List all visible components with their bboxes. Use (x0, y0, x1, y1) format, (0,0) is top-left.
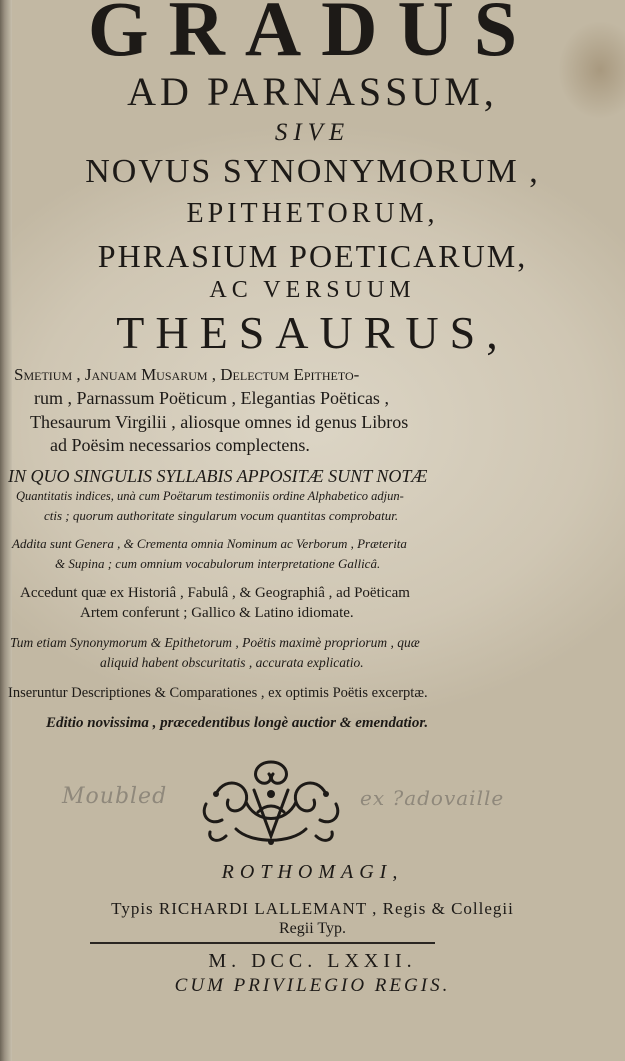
editio-line: Editio novissima , præcedentibus longè auctior & emendatior. (46, 715, 429, 731)
tum-etiam-line-2: aliquid habent obscuritatis , accurata explicatio. (100, 655, 364, 670)
printer-ornament-icon (196, 754, 346, 849)
sive-line: SIVE (274, 119, 351, 146)
description-line-2: rum , Parnassum Poëticum , Elegantias Poëticas , (34, 388, 389, 408)
imprint-rule (90, 942, 435, 944)
in-quo-line-2: Quantitatis indices, unà cum Poëtarum testimoniis ordine Alphabetico adjun- (16, 489, 404, 503)
addita-line-2: & Supina ; cum omnium vocabulorum interpretatione Gallicâ. (55, 556, 381, 571)
accedunt-line-2: Artem conferunt ; Gallico & Latino idiomate. (80, 605, 354, 621)
novus-synonymorum-line: NOVUS SYNONYMORUM , (85, 153, 540, 190)
description-line-1: Smetium , Januam Musarum , Delectum Epitheto- (14, 365, 360, 384)
privilege-line: CUM PRIVILEGIO REGIS. (174, 975, 451, 996)
printer-line-1: Typis RICHARDI LALLEMANT , Regis & Collegii (111, 899, 514, 918)
tum-etiam-line-1: Tum etiam Synonymorum & Epithetorum , Poëtis maximè propriorum , quæ (10, 635, 420, 650)
epithetorum-line: EPITHETORUM, (186, 198, 439, 229)
imprint-place: ROTHOMAGI, (221, 861, 404, 883)
thesaurus-line: THESAURUS, (116, 307, 509, 358)
description-line-4: ad Poësim necessarios complectens. (50, 435, 310, 455)
description-line-3: Thesaurum Virgilii , aliosque omnes id genus Libros (30, 412, 409, 432)
phrasium-poeticarum-line: PHRASIUM POETICARUM, (97, 238, 528, 274)
imprint-year: M. DCC. LXXII. (208, 950, 417, 972)
ac-versuum-line: AC VERSUUM (209, 277, 416, 303)
printer-line-2: Regii Typ. (278, 920, 347, 937)
title-gradus: GRADUS (87, 0, 538, 72)
in-quo-line-3: ctis ; quorum authoritate singularum vocum quantitas comprobatur. (44, 508, 399, 523)
signature-right: ex ?adovaille (360, 786, 505, 810)
subtitle-ad-parnassum: AD PARNASSUM, (127, 69, 498, 114)
accedunt-line-1: Accedunt quæ ex Historiâ , Fabulâ , & Geographiâ , ad Poëticam (20, 585, 410, 601)
addita-line-1: Addita sunt Genera , & Crementa omnia Nominum ac Verborum , Præterita (12, 536, 407, 551)
in-quo-line-1: IN QUO SINGULIS SYLLABIS APPOSITÆ SUNT NOTÆ (8, 466, 428, 486)
inseruntur-line: Inseruntur Descriptiones & Comparationes , ex optimis Poëtis excerptæ. (8, 685, 428, 701)
signature-left: Moubled (62, 784, 168, 809)
